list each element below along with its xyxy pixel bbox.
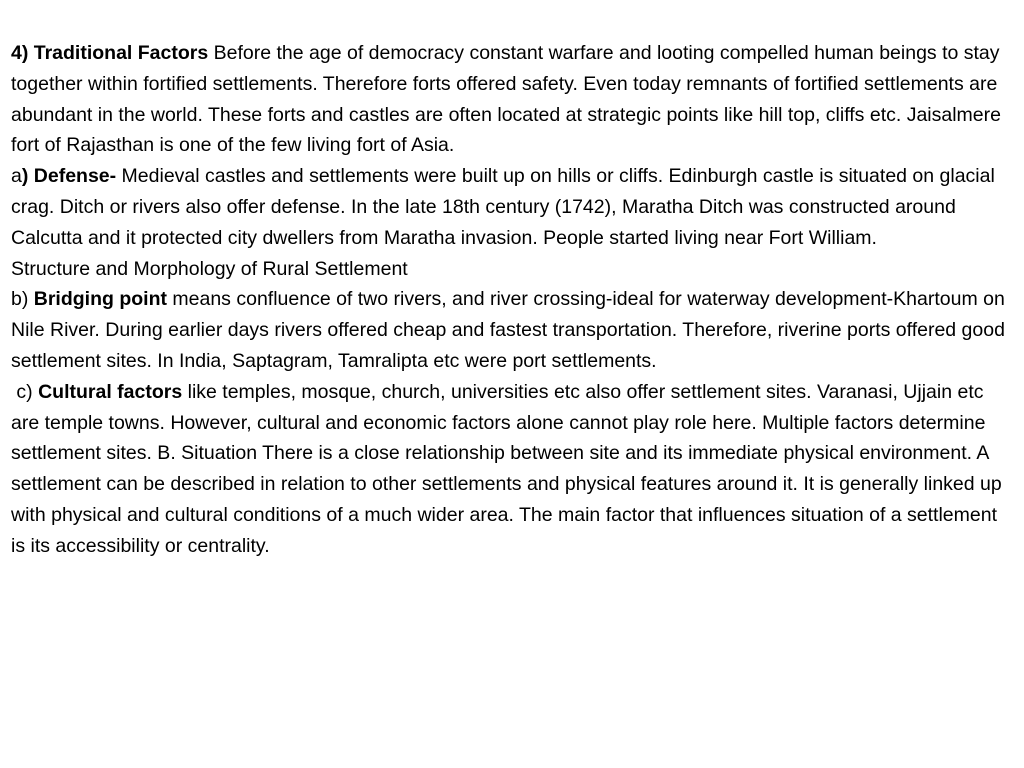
- slide-text-box: [11, 38, 1014, 562]
- paragraph-defense: [11, 161, 1014, 253]
- heading-traditional-factors: 4) Traditional Factors: [11, 42, 209, 64]
- text-traditional-factors: Before the age of democracy constant warfare and looting compelled human beings to stay together within fortified settlements. Therefore forts offered safety. Even today remnants of fortified settlements are abundant in the world. These forts and castles are often located at strategic points like hill top, cliffs etc. Jaisalmere fort of Rajasthan is one of the few living fort of Asia.: [11, 42, 1001, 157]
- heading-bridging-point: Bridging point: [33, 288, 167, 311]
- heading-defense: ) Defense-: [21, 165, 117, 188]
- text-cultural-factors: like temples, mosque, church, universities etc also offer settlement sites. Varanasi, Ujjain etc are temple towns. However, cultural and economic factors alone cannot play role here. Multiple factors determine settlement sites. B. Situation There is a close relationship between site and its immediate physical environment. A settlement can be described in relation to other settlements and physical features around it. It is generally linked up with physical and cultural conditions of a much wider area. The main factor that influences situation of a settlement is its accessibility or centrality.: [11, 380, 1002, 557]
- subheading-rural-settlement: Structure and Morphology of Rural Settlement: [11, 257, 408, 280]
- text-bridging-point: means confluence of two rivers, and river crossing-ideal for waterway development-Khartoum on Nile River. During earlier days rivers offered cheap and fastest transportation. Therefore, riverine ports offered good settlement sites. In India, Saptagram, Tamralipta etc were port settlements.: [11, 288, 1005, 372]
- prefix-cultural-factors: c): [11, 380, 39, 403]
- prefix-bridging-point: b): [11, 288, 34, 311]
- paragraph-traditional-factors: [11, 38, 1014, 161]
- heading-cultural-factors: Cultural factors: [38, 380, 183, 403]
- prefix-defense: a: [11, 165, 22, 188]
- paragraph-cultural-factors: [11, 377, 1014, 562]
- paragraph-bridging-point: [11, 284, 1014, 376]
- text-defense: Medieval castles and settlements were built up on hills or cliffs. Edinburgh castle is situated on glacial crag. Ditch or rivers also offer defense. In the late 18th century (1742), Maratha Ditch was constructed around Calcutta and it protected city dwellers from Maratha invasion. People started living near Fort William.: [11, 165, 995, 249]
